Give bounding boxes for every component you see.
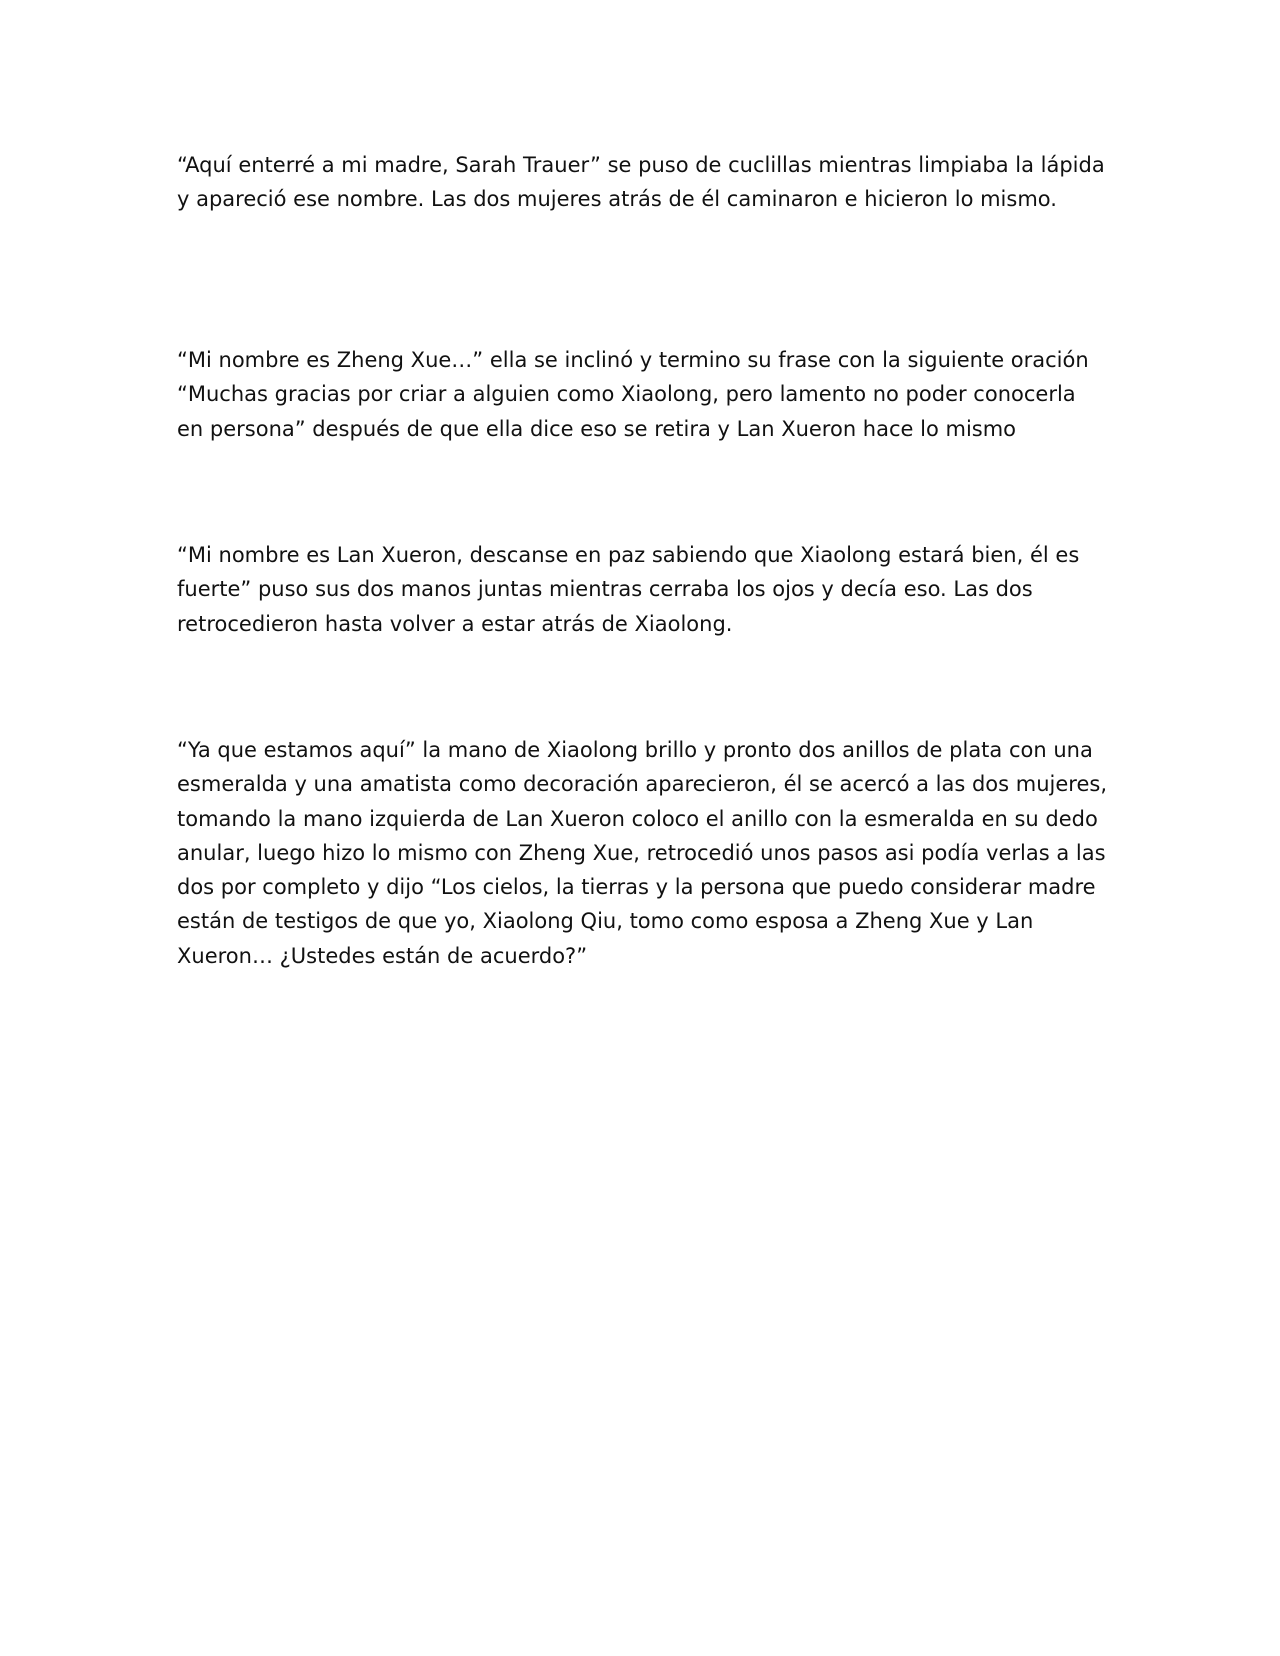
paragraph-3: “Mi nombre es Lan Xueron, descanse en paz sabiendo que Xiaolong estará bien, él es fuerte” puso sus dos manos juntas mientras cerraba los ojos y decía eso. Las dos retrocedieron hasta volver a estar atrás de Xiaolong. bbox=[177, 543, 1080, 636]
paragraph-1: “Aquí enterré a mi madre, Sarah Trauer” se puso de cuclillas mientras limpiaba la lápida y apareció ese nombre. Las dos mujeres atrás de él caminaron e hicieron lo mismo. bbox=[177, 153, 1105, 212]
paragraph-2: “Mi nombre es Zheng Xue…” ella se inclinó y termino su frase con la siguiente oración “Muchas gracias por criar a alguien como Xiaolong, pero lamento no poder conocerla en persona” después de que ella dice eso se retira y Lan Xueron hace lo mismo bbox=[177, 348, 1089, 441]
paragraph-4: “Ya que estamos aquí” la mano de Xiaolong brillo y pronto dos anillos de plata con una esmeralda y una amatista como decoración aparecieron, él se acercó a las dos mujeres, tomando la mano izquierda de Lan Xueron coloco el anillo con la esmeralda en su dedo anular, luego hizo lo mismo con Zheng Xue, retrocedió unos pasos asi podía verlas a las dos por completo y dijo “Los cielos, la tierras y la persona que puedo considerar madre están de testigos de que yo, Xiaolong Qiu, tomo como esposa a Zheng Xue y Lan Xueron… ¿Ustedes están de acuerdo?” bbox=[177, 738, 1107, 968]
